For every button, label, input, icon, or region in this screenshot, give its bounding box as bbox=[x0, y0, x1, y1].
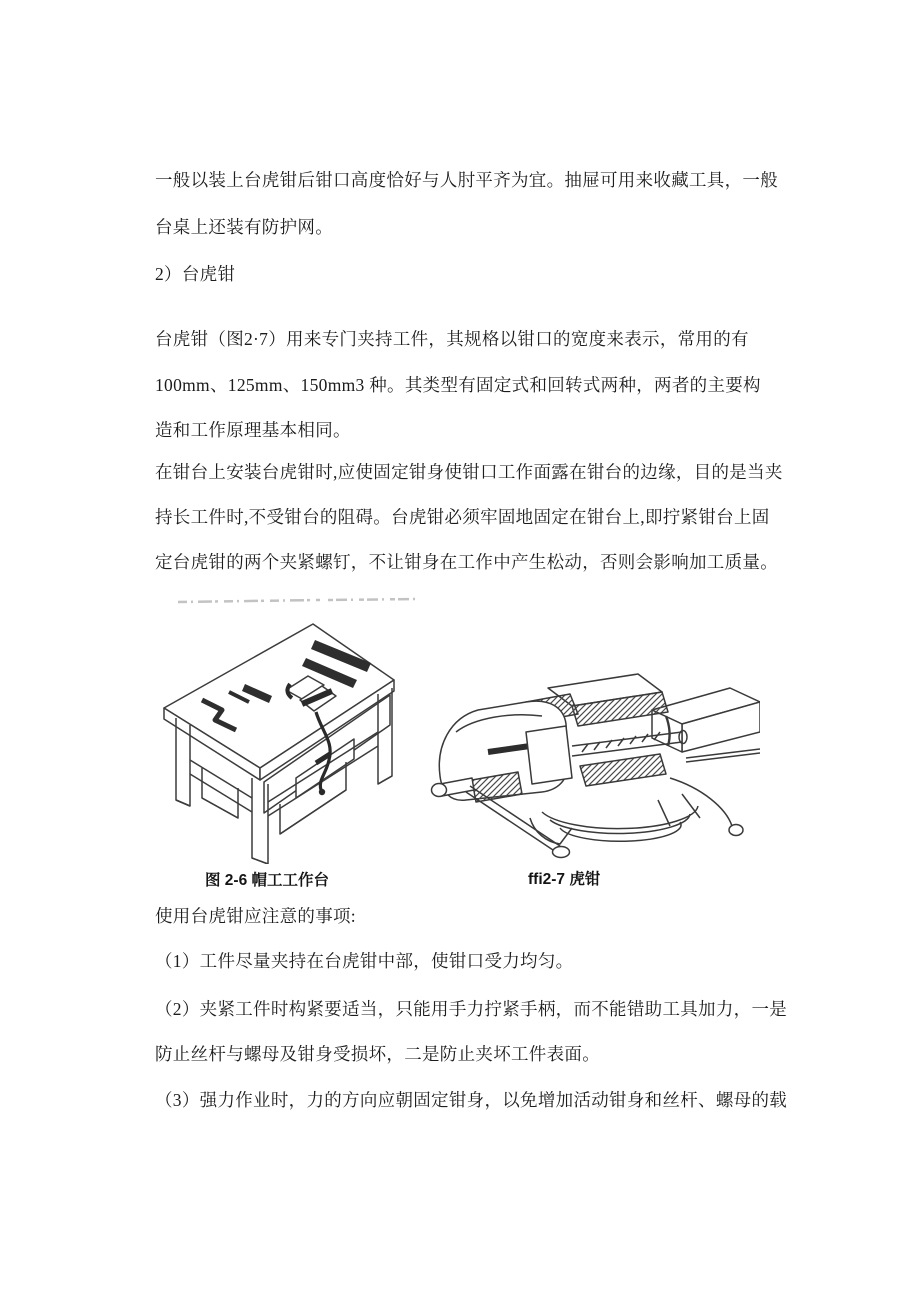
note-2-line-1: （2）夹紧工件时构紧要适当，只能用手力拧紧手柄，而不能错助工具加力，一是 bbox=[155, 999, 788, 1019]
paragraph-3-line-1: 在钳台上安装台虎钳时,应使固定钳身使钳口工作面露在钳台的边缘，目的是当夹 bbox=[155, 462, 783, 482]
paragraph-1-line-2: 台桌上还装有防护网。 bbox=[155, 217, 333, 237]
figure-caption-vise: ffi2-7 虎钳 bbox=[528, 871, 601, 888]
figure-caption-workbench: 图 2-6 帽工工作台 bbox=[205, 872, 330, 889]
swivel-base bbox=[530, 778, 743, 844]
scan-noise-strip bbox=[178, 599, 418, 602]
paragraph-2-line-1: 台虎钳（图2·7）用来专门夹持工件，其规格以钳口的宽度来表示，常用的有 bbox=[155, 329, 749, 349]
notes-intro: 使用台虎钳应注意的事项: bbox=[155, 906, 356, 926]
section-heading: 2）台虎钳 bbox=[155, 264, 236, 284]
clamp-rod bbox=[686, 749, 760, 762]
note-1: （1）工件尽量夹持在台虎钳中部，使钳口受力均匀。 bbox=[155, 951, 574, 971]
paragraph-2-line-3: 造和工作原理基本相同。 bbox=[155, 420, 351, 440]
note-3: （3）强力作业时，力的方向应朝固定钳身，以免增加活动钳身和丝杆、螺母的载 bbox=[155, 1090, 788, 1110]
paragraph-1-line-1: 一般以装上台虎钳后钳口高度恰好与人肘平齐为宜。抽屉可用来收藏工具，一般 bbox=[155, 170, 778, 190]
paragraph-2-line-2: 100mm、125mm、150mm3 种。其类型有固定式和回转式两种，两者的主要构 bbox=[155, 375, 761, 395]
note-2-line-2: 防止丝杆与螺母及钳身受损坏，二是防止夹坏工件表面。 bbox=[155, 1044, 600, 1064]
paragraph-3-line-2: 持长工件时,不受钳台的阻碍。台虎钳必须牢固地固定在钳台上,即拧紧钳台上固 bbox=[155, 507, 770, 527]
screw-assembly bbox=[526, 726, 687, 786]
figure-vise bbox=[430, 668, 760, 864]
workpiece-box bbox=[652, 688, 760, 752]
workbench-drawing bbox=[150, 592, 470, 864]
vise-drawing bbox=[430, 668, 760, 864]
figure-workbench bbox=[150, 592, 470, 864]
paragraph-3-line-3: 定台虎钳的两个夹紧螺钉，不让钳身在工作中产生松动，否则会影响加工质量。 bbox=[155, 552, 778, 572]
